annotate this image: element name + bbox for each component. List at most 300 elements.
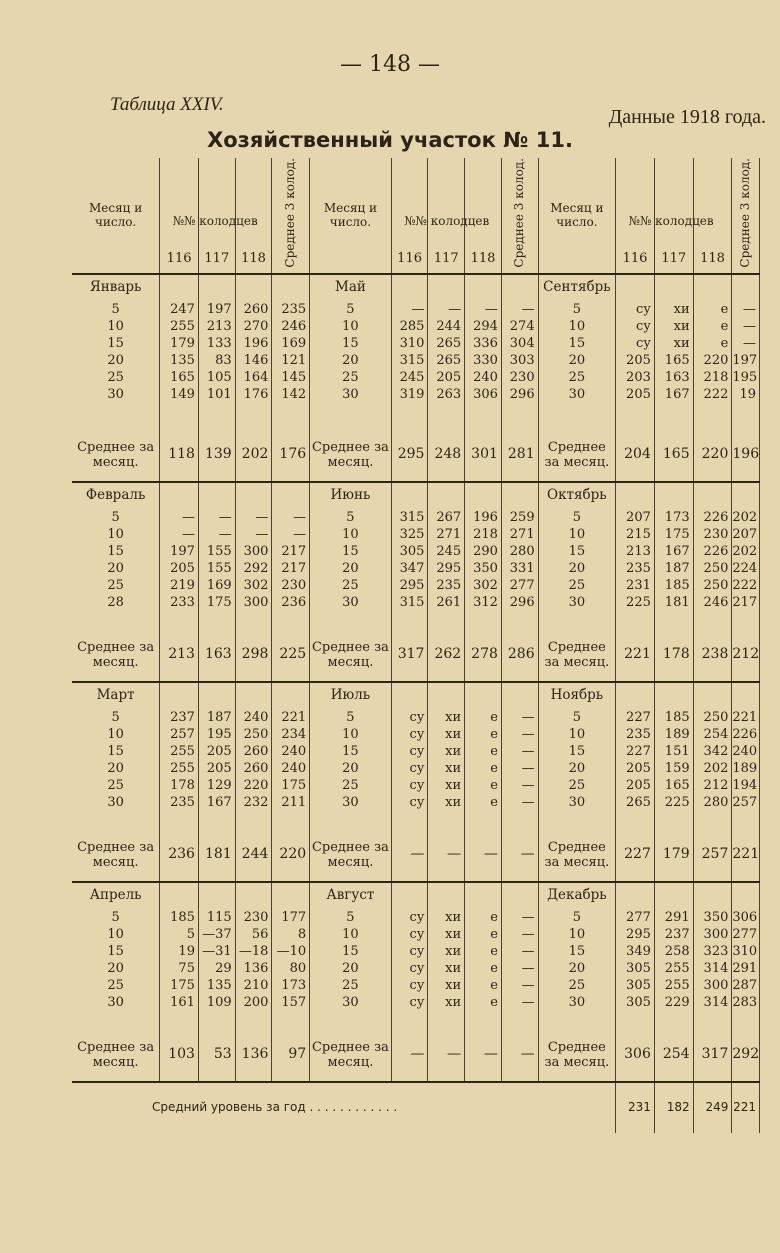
well-number: 116 [166, 250, 192, 266]
well-col-c117-value: хи [445, 777, 462, 793]
well-col-c116 [160, 882, 199, 1029]
month-name: Июль [330, 686, 371, 703]
month-name: Май [335, 278, 366, 295]
well-col-c118-value: е [490, 777, 498, 793]
well-col-c116-value: 315 [399, 594, 425, 610]
well-col-avg-value: 169 [281, 335, 307, 351]
avg-label-cell [538, 429, 616, 482]
well-col-c116-value: су [635, 301, 651, 317]
month-avg-value: 238 [693, 629, 732, 682]
well-col-avg-value: 224 [732, 560, 758, 576]
well-col-c116-value: су [409, 760, 425, 776]
month-avg-value: 292 [732, 1029, 760, 1082]
well-col-c116-value: 235 [626, 726, 651, 742]
day-value: 30 [342, 594, 359, 610]
well-col-c117-value: 295 [436, 560, 462, 576]
well-col-c116-value: 277 [626, 909, 651, 925]
well-col-c117-value: 229 [664, 994, 690, 1010]
month-name: Июнь [330, 486, 371, 503]
well-col-avg-value: —10 [276, 943, 307, 959]
day-value: 20 [107, 560, 124, 576]
well-col-c116 [616, 682, 655, 829]
well-col-c116-value: 315 [399, 509, 425, 525]
day-value: 15 [107, 743, 124, 759]
well-col-c116-value: 5 [186, 926, 195, 942]
day-value: 25 [568, 577, 586, 593]
month-avg-value: 278 [465, 629, 502, 682]
well-col-c118-value: 56 [251, 926, 269, 942]
day-value: 5 [572, 709, 581, 725]
well-col-c116-value: 295 [399, 577, 425, 593]
well-col-c117-value: 195 [206, 726, 232, 742]
well-col-c118-value: е [720, 335, 729, 351]
avg-col-label: Среднее 3 колод. [512, 158, 527, 268]
well-col-c118-value: 300 [243, 594, 269, 610]
well-col-c116-value: 203 [626, 369, 651, 385]
well-col-c117-value: 175 [206, 594, 232, 610]
well-col-c117 [198, 682, 235, 829]
day-value: 10 [342, 526, 359, 542]
well-col-avg-value: 189 [732, 760, 758, 776]
well-col-c118-value: 314 [703, 994, 729, 1010]
well-col-c116 [616, 482, 655, 629]
well-col-avg-value: 310 [732, 943, 758, 959]
well-col-avg-value: 197 [732, 352, 758, 368]
well-col-c116-value: су [409, 943, 425, 959]
day-value: 15 [568, 743, 586, 759]
avg-label: Среднее за месяц. [77, 639, 155, 670]
well-col-c118 [235, 482, 272, 629]
well-col-avg-value: 240 [281, 743, 307, 759]
day-value: 15 [342, 943, 359, 959]
well-col-c116-value: 175 [170, 977, 195, 993]
well-col-c118-value: 240 [473, 369, 498, 385]
well-col-avg-value: 217 [732, 594, 758, 610]
well-number: 117 [204, 250, 230, 266]
well-col-c116-value: су [635, 335, 651, 351]
well-col-avg-value: 287 [732, 977, 758, 993]
well-col-c116 [160, 274, 199, 429]
day-value: 20 [342, 760, 359, 776]
well-col-c117-value: — [218, 509, 232, 525]
month-col-label: Месяц и число. [550, 201, 604, 230]
well-col-c116-value: 213 [626, 543, 651, 559]
well-col-avg-value: 217 [281, 543, 307, 559]
well-col-c117-value: 83 [215, 352, 232, 368]
avg-label: Среднее за месяц. [77, 839, 155, 870]
well-col-c118-value: е [490, 926, 498, 942]
avg-label-cell [310, 629, 392, 682]
well-col-c118-value: 212 [703, 777, 729, 793]
well-col-avg-value: 246 [281, 318, 307, 334]
well-col-avg-value: 277 [732, 926, 758, 942]
well-col-avg-value: 296 [509, 594, 535, 610]
well-col-avg-value: 207 [732, 526, 758, 542]
page-number: — 148 — [340, 52, 440, 77]
well-col-c116-value: су [409, 794, 425, 810]
well-col-c118-value: 350 [473, 560, 498, 576]
well-col-c118-value: — [255, 526, 269, 542]
well-col-c117-value: 155 [206, 560, 232, 576]
well-col-c116-value: 265 [626, 794, 651, 810]
month-cell [72, 682, 160, 829]
well-col-c116-value: 310 [399, 335, 425, 351]
well-col-c118-value: 222 [703, 386, 729, 402]
well-col-c116-value: су [409, 743, 425, 759]
well-col-c118-value: 302 [473, 577, 498, 593]
day-value: 10 [342, 726, 359, 742]
well-col-c116-value: 233 [170, 594, 195, 610]
well-col-c117-value: — [218, 526, 232, 542]
well-col-c117 [654, 482, 693, 629]
day-value: 30 [107, 994, 124, 1010]
day-value: 5 [111, 709, 120, 725]
well-col-avg [732, 482, 760, 629]
day-value: 15 [568, 543, 586, 559]
well-number: 116 [622, 250, 648, 266]
well-col-c117-value: 205 [206, 760, 232, 776]
month-avg-value: 286 [501, 629, 538, 682]
well-col-c117 [654, 882, 693, 1029]
well-col-c116-value: 205 [626, 386, 651, 402]
day-value: 25 [568, 977, 586, 993]
well-col-c117-value: 165 [664, 352, 690, 368]
well-col-c117-value: хи [673, 335, 690, 351]
well-col-c116-value: 231 [626, 577, 651, 593]
avg-label: Среднее за месяц. [311, 639, 389, 670]
well-col-avg [732, 682, 760, 829]
avg-label: Среднее за месяц. [77, 1039, 155, 1070]
avg-label: Среднее за месяц. [544, 639, 610, 670]
month-avg-value: — [501, 1029, 538, 1082]
well-col-c118 [693, 682, 732, 829]
well-col-c117-value: 175 [664, 526, 690, 542]
well-col-c116 [391, 682, 428, 829]
well-col-c118-value: 254 [703, 726, 729, 742]
well-col-c116-value: 247 [170, 301, 195, 317]
well-col-c118 [693, 882, 732, 1029]
well-col-avg-value: 217 [281, 560, 307, 576]
avg-label-cell [72, 829, 160, 882]
month-avg-value: 254 [654, 1029, 693, 1082]
month-avg-value: 248 [428, 429, 465, 482]
month-avg-value: 220 [693, 429, 732, 482]
well-col-c116-value: су [409, 777, 425, 793]
month-col-header [538, 158, 616, 274]
well-number: 116 [397, 250, 422, 266]
day-value: 15 [342, 743, 359, 759]
well-col-avg-value: 173 [281, 977, 307, 993]
well-col-c117-value: 169 [206, 577, 232, 593]
month-avg-value: 221 [732, 829, 760, 882]
well-col-c118-value: 230 [703, 526, 729, 542]
well-col-c117-value: 205 [436, 369, 462, 385]
well-col-c117-value: 151 [664, 743, 690, 759]
well-col-c118-value: е [490, 960, 498, 976]
year-label: Данные 1918 года. [608, 106, 766, 128]
well-col-c117-value: 101 [206, 386, 232, 402]
day-value: 20 [568, 352, 586, 368]
well-col-avg-value: 274 [509, 318, 535, 334]
day-value: 5 [572, 301, 581, 317]
well-col-c117-value: 265 [436, 352, 462, 368]
well-col-c117-value: 261 [436, 594, 462, 610]
well-col-avg [272, 682, 310, 829]
day-value: 15 [342, 543, 359, 559]
month-avg-value: 118 [160, 429, 199, 482]
year-average-row [72, 1082, 760, 1133]
well-col-c116-value: 255 [170, 318, 195, 334]
well-col-c118-value: 300 [703, 926, 729, 942]
avg-label-cell [310, 829, 392, 882]
well-col-c117-value: 197 [206, 301, 232, 317]
day-value: 30 [568, 794, 586, 810]
well-col-c117-value: 187 [206, 709, 232, 725]
month-avg-value: 317 [693, 1029, 732, 1082]
day-value: 25 [107, 369, 124, 385]
day-value: 30 [568, 994, 586, 1010]
well-col-avg-value: 304 [509, 335, 535, 351]
well-col-c117-value: 205 [206, 743, 232, 759]
well-col-c118-value: 196 [473, 509, 498, 525]
well-col-c116-value: 179 [170, 335, 195, 351]
well-col-c118-value: е [490, 943, 498, 959]
well-col-c117-value: — [448, 301, 462, 317]
avg-label-cell [538, 1029, 616, 1082]
day-value: 10 [342, 926, 359, 942]
well-col-c116-value: 349 [626, 943, 651, 959]
day-value: 30 [107, 386, 124, 402]
year-average-value: 182 [654, 1082, 693, 1133]
well-col-avg [732, 274, 760, 429]
well-col-avg-value: 221 [732, 709, 758, 725]
month-col-header [72, 158, 160, 274]
well-col-avg-value: 177 [281, 909, 307, 925]
well-col-c117 [428, 482, 465, 629]
well-col-avg-value: — [743, 301, 756, 317]
day-value: 5 [572, 909, 581, 925]
month-avg-value: 306 [616, 1029, 655, 1082]
well-col-avg-value: — [743, 335, 756, 351]
day-value: 30 [568, 386, 586, 402]
well-col-c118-value: е [490, 994, 498, 1010]
well-col-avg-value: 202 [732, 509, 758, 525]
avg-label-cell [72, 1029, 160, 1082]
day-value: 10 [568, 526, 586, 542]
avg-col-label: Среднее 3 колод. [283, 158, 298, 268]
well-col-c117-value: 159 [664, 760, 690, 776]
well-col-avg-value: 280 [509, 543, 535, 559]
well-col-c117-value: хи [445, 977, 462, 993]
well-col-c117-value: 244 [436, 318, 462, 334]
well-col-avg-value: 236 [281, 594, 307, 610]
month-avg-value: 103 [160, 1029, 199, 1082]
well-col-c116-value: 235 [170, 794, 195, 810]
avg-label-cell [72, 629, 160, 682]
well-col-c116-value: 305 [399, 543, 425, 559]
day-value: 5 [346, 509, 355, 525]
day-value: 25 [107, 777, 124, 793]
data-row [72, 882, 760, 1029]
well-col-c116-value: 161 [170, 994, 195, 1010]
month-cell [72, 482, 160, 629]
month-cell [538, 882, 616, 1029]
well-col-avg-value: — [521, 709, 535, 725]
month-col-label: Месяц и число. [323, 201, 378, 230]
well-col-avg-value: — [293, 526, 307, 542]
day-value: 15 [342, 335, 359, 351]
well-col-c117-value: хи [445, 760, 462, 776]
well-col-c118-value: 306 [473, 386, 498, 402]
well-col-c116-value: 178 [170, 777, 195, 793]
well-col-c118 [693, 482, 732, 629]
well-col-avg-value: 202 [732, 543, 758, 559]
well-col-avg-value: 240 [732, 743, 758, 759]
well-col-c116-value: су [409, 960, 425, 976]
well-col-c117-value: хи [445, 943, 462, 959]
well-col-c118-value: 270 [243, 318, 269, 334]
month-col-header [310, 158, 392, 274]
well-col-c118-value: е [490, 743, 498, 759]
year-average-label: Средний уровень за год . . . . . . . . . . . . [72, 1082, 616, 1133]
month-avg-value: 176 [272, 429, 310, 482]
day-value: 5 [111, 909, 120, 925]
well-col-c117-value: 255 [664, 960, 690, 976]
day-value: 10 [107, 726, 124, 742]
well-col-avg-value: — [743, 318, 756, 334]
well-col-c117-value: 267 [436, 509, 462, 525]
well-col-c118-value: 302 [243, 577, 269, 593]
well-col-c118-value: е [490, 977, 498, 993]
well-col-c116-value: 305 [626, 994, 651, 1010]
day-value: 5 [572, 509, 581, 525]
well-col-c118-value: 323 [703, 943, 729, 959]
month-name: Октябрь [547, 486, 607, 503]
well-col-c117-value: 133 [206, 335, 232, 351]
day-value: 15 [568, 943, 586, 959]
month-avg-value: 179 [654, 829, 693, 882]
day-value: 25 [342, 777, 359, 793]
well-col-c117-value: 271 [436, 526, 462, 542]
avg-label: Среднее за месяц. [311, 1039, 389, 1070]
data-row [72, 274, 760, 429]
month-avg-value: 204 [616, 429, 655, 482]
well-col-c118-value: е [490, 760, 498, 776]
month-name: Август [326, 886, 375, 903]
well-col-c117-value: 245 [436, 543, 462, 559]
well-col-c118-value: 164 [243, 369, 269, 385]
month-name: Апрель [89, 886, 142, 903]
well-col-c116-value: 325 [399, 526, 425, 542]
well-col-c117 [428, 274, 465, 429]
well-col-c116-value: 305 [626, 977, 651, 993]
avg-col-header [732, 158, 760, 274]
month-avg-value: 136 [235, 1029, 272, 1082]
well-col-avg-value: 235 [281, 301, 307, 317]
well-col-c117-value: 129 [206, 777, 232, 793]
well-col-c117 [654, 682, 693, 829]
month-avg-value: 236 [160, 829, 199, 882]
month-name: Ноябрь [550, 686, 604, 703]
wells-label: №№ колодцев [628, 213, 714, 228]
well-col-avg-value: 277 [509, 577, 535, 593]
well-col-avg-value: — [521, 794, 535, 810]
well-number: 118 [470, 250, 496, 266]
well-col-avg-value: 157 [281, 994, 307, 1010]
well-col-avg-value: 234 [281, 726, 307, 742]
day-value: 25 [568, 777, 586, 793]
day-value: 25 [107, 577, 124, 593]
well-col-c118-value: 250 [703, 709, 729, 725]
well-col-avg [501, 274, 538, 429]
day-value: 10 [107, 926, 124, 942]
month-avg-value: 53 [198, 1029, 235, 1082]
day-value: 10 [107, 318, 124, 334]
well-col-avg-value: — [521, 977, 535, 993]
well-col-c118-value: 220 [703, 352, 729, 368]
month-cell [538, 682, 616, 829]
well-col-c118-value: 232 [243, 794, 269, 810]
day-value: 10 [568, 726, 586, 742]
well-col-avg [272, 274, 310, 429]
avg-col-header [272, 158, 310, 274]
avg-label: Среднее за месяц. [311, 839, 389, 870]
well-col-c118-value: 196 [243, 335, 269, 351]
month-avg-value: 317 [391, 629, 428, 682]
well-col-c117-value: 181 [664, 594, 690, 610]
well-col-c116-value: — [411, 301, 425, 317]
well-col-c116-value: 285 [399, 318, 425, 334]
well-col-c117-value: хи [445, 794, 462, 810]
well-col-c118-value: 290 [473, 543, 498, 559]
well-col-c116-value: 255 [170, 760, 195, 776]
well-col-c118 [235, 882, 272, 1029]
well-col-c116 [160, 482, 199, 629]
day-value: 30 [342, 994, 359, 1010]
day-value: 30 [568, 594, 586, 610]
wells-label: №№ колодцев [172, 213, 258, 228]
well-col-c117-value: 115 [206, 909, 232, 925]
well-col-c118-value: 280 [703, 794, 729, 810]
month-avg-value: 295 [391, 429, 428, 482]
month-avg-value: 221 [616, 629, 655, 682]
well-col-avg-value: 211 [281, 794, 307, 810]
well-col-c118 [465, 882, 502, 1029]
well-col-c117-value: —31 [202, 943, 232, 959]
well-col-avg-value: 221 [281, 709, 307, 725]
well-col-c118-value: е [720, 301, 729, 317]
well-col-c116-value: 205 [626, 760, 651, 776]
avg-label: Среднее за месяц. [544, 839, 610, 870]
well-col-c117-value: 135 [206, 977, 232, 993]
well-col-c116-value: су [409, 977, 425, 993]
well-col-avg-value: — [293, 509, 307, 525]
month-average-row [72, 1029, 760, 1082]
well-col-c117-value: 167 [664, 386, 690, 402]
well-col-c118-value: —18 [238, 943, 269, 959]
well-col-avg-value: 8 [297, 926, 307, 942]
month-avg-value: 244 [235, 829, 272, 882]
well-col-c118-value: 300 [243, 543, 269, 559]
month-avg-value: 281 [501, 429, 538, 482]
well-col-c117-value: 235 [436, 577, 462, 593]
well-col-c118-value: 260 [243, 760, 269, 776]
well-col-c118-value: 336 [473, 335, 498, 351]
day-value: 20 [107, 960, 124, 976]
well-col-c118-value: 218 [473, 526, 498, 542]
well-col-c116-value: 215 [626, 526, 651, 542]
well-col-c118-value: е [720, 318, 729, 334]
